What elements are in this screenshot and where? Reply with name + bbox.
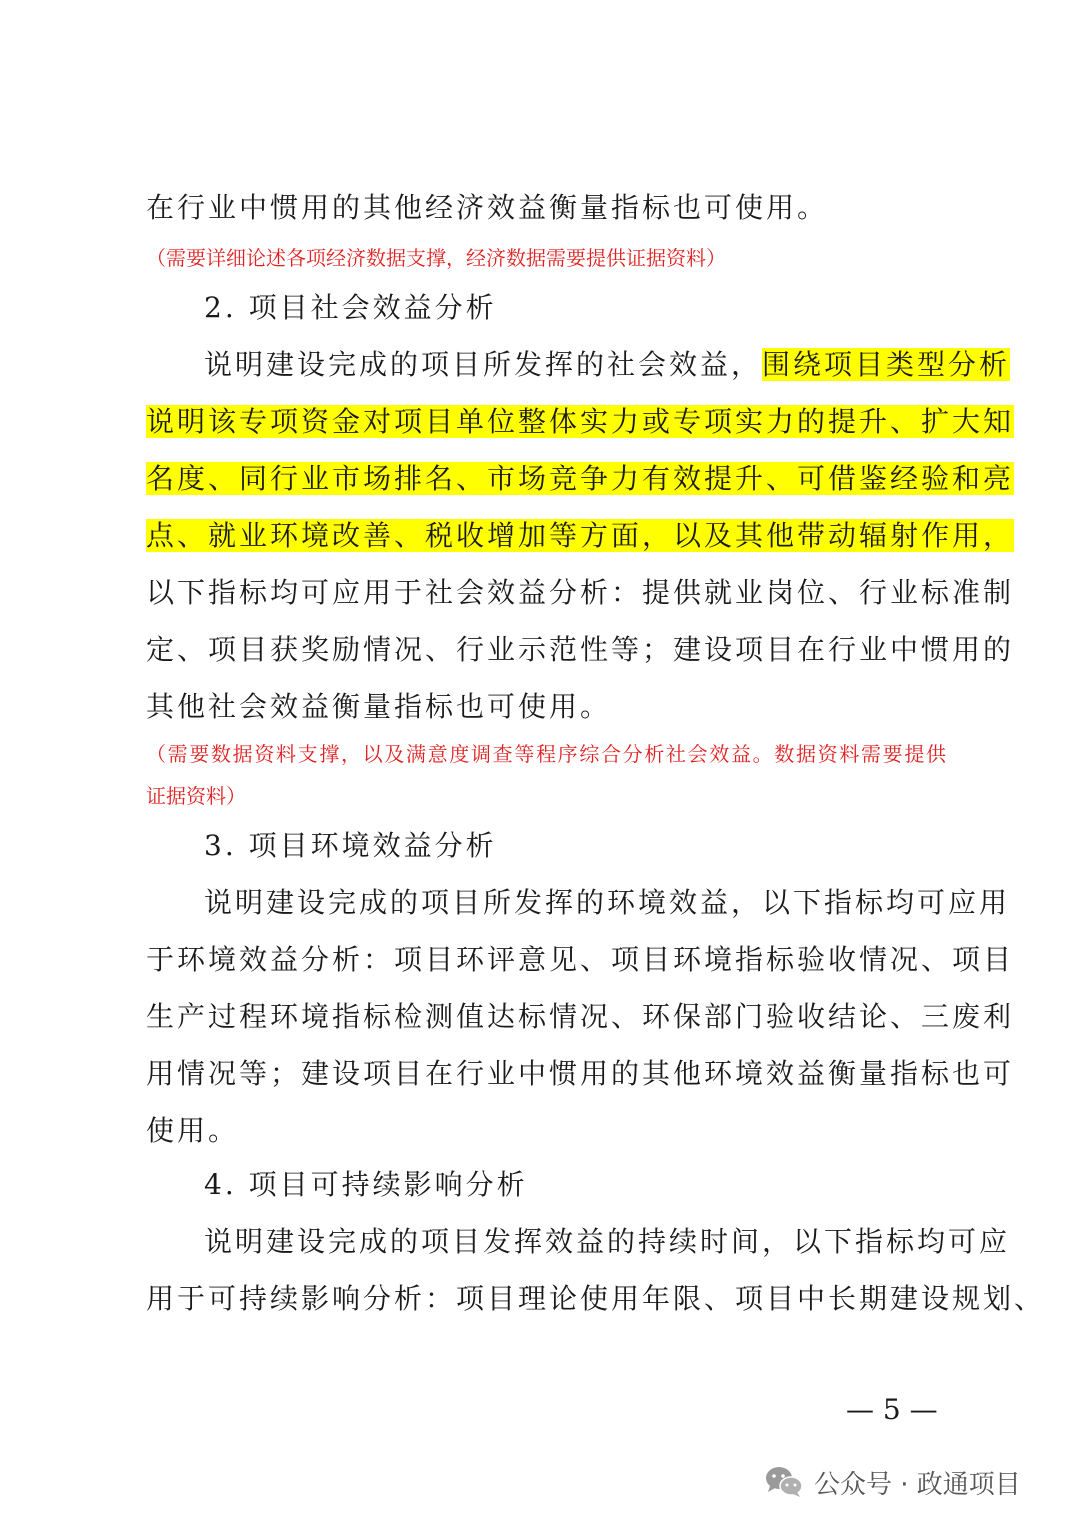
highlighted-line: [146, 459, 1015, 499]
text-line: 说明建设完成的项目所发挥的环境效益，以下指标均可应用: [204, 886, 1011, 919]
highlighted-text: 名度、同行业市场排名、市场竞争力有效提升、可借鉴经验和亮: [146, 462, 1015, 495]
red-note: （需要详细论述各项经济数据支撑，经济数据需要提供证据资料）: [146, 246, 726, 270]
red-note: 证据资料）: [146, 784, 246, 808]
text-line: 定、项目获奖励情况、行业示范性等；建设项目在行业中惯用的: [146, 633, 1015, 666]
wechat-icon: [764, 1465, 804, 1499]
highlighted-line: [146, 402, 1015, 442]
text-line: 用情况等；建设项目在行业中惯用的其他环境效益衡量指标也可: [146, 1057, 1015, 1090]
highlighted-text: 说明该专项资金对项目单位整体实力或专项实力的提升、扩大知: [146, 405, 1015, 438]
text-line: 用于可持续影响分析：项目理论使用年限、项目中长期建设规划、: [146, 1282, 1046, 1315]
section-heading-social: 2. 项目社会效益分析: [204, 291, 497, 324]
text-line: [204, 345, 1011, 385]
section-heading-environment: 3. 项目环境效益分析: [204, 829, 497, 862]
text-line: 说明建设完成的项目发挥效益的持续时间，以下指标均可应: [204, 1225, 1011, 1258]
section-heading-sustainability: 4. 项目可持续影响分析: [204, 1168, 528, 1201]
text-line: 以下指标均可应用于社会效益分析：提供就业岗位、行业标准制: [146, 576, 1015, 609]
watermark-text: 公众号 · 政通项目: [814, 1469, 1021, 1500]
highlighted-text: 点、就业环境改善、税收增加等方面，以及其他带动辐射作用，: [146, 519, 1015, 552]
red-note: （需要数据资料支撑，以及满意度调查等程序综合分析社会效益。数据资料需要提供: [146, 742, 946, 766]
watermark: [764, 1462, 1021, 1502]
text-line: 于环境效益分析：项目环评意见、项目环境指标验收情况、项目: [146, 943, 1015, 976]
text-line: 在行业中惯用的其他经济效益衡量指标也可使用。: [146, 191, 829, 224]
page-number: — 5 —: [846, 1393, 938, 1426]
text-line: 其他社会效益衡量指标也可使用。: [146, 690, 612, 723]
text-span: 说明建设完成的项目所发挥的社会效益，: [204, 348, 763, 381]
highlighted-line: [146, 516, 1015, 556]
text-line: 使用。: [146, 1114, 240, 1147]
highlighted-text: 围绕项目类型分析: [762, 348, 1011, 381]
text-line: 生产过程环境指标检测值达标情况、环保部门验收结论、三废利: [146, 1000, 1015, 1033]
